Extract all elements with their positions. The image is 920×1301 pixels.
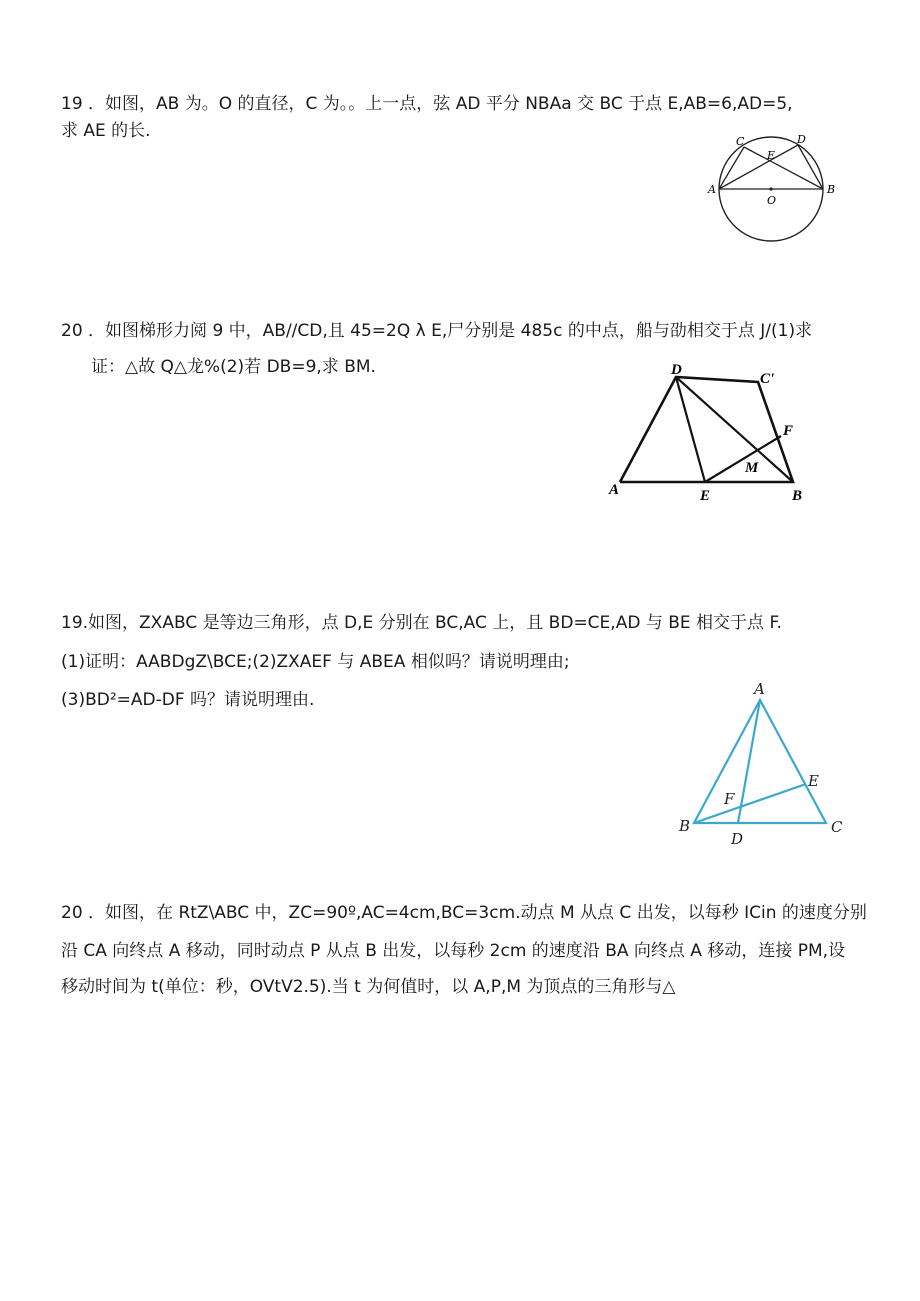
label-f: F (783, 423, 794, 439)
problem-19b-line-3: (3)BD²=AD-DF 吗？请说明理由. (61, 690, 315, 710)
label-b: B (827, 183, 836, 196)
label-e: E (808, 772, 819, 790)
label-o: O (767, 194, 777, 207)
triangle-abc (694, 700, 826, 823)
label-c: C (736, 135, 745, 148)
label-b: B (679, 817, 691, 835)
problem-20a-line-2: 证：△故 Q△龙%(2)若 DB=9,求 BM. (91, 357, 376, 377)
label-b: B (792, 488, 803, 504)
label-a: A (754, 680, 765, 698)
circle-figure (700, 130, 840, 265)
problem-19b-line-2: (1)证明：AABDgZ\BCE;(2)ZXAEF 与 ABEA 相似吗？请说明理由; (61, 652, 570, 672)
problem-20b-line-3: 移动时间为 t(单位：秒，OVtV2.5).当 t 为何值时，以 A,P,M 为顶点的三角形与△ (61, 977, 676, 997)
label-m: M (745, 460, 759, 476)
problem-19a-line-2: 求 AE 的长. (61, 121, 151, 141)
label-a: A (609, 482, 620, 498)
problem-19b-line-1: 19.如图，ZXABC 是等边三角形，点 D,E 分别在 BC,AC 上，且 BD=CE,AD 与 BE 相交于点 F. (61, 613, 782, 633)
problem-20b-line-2: 沿 CA 向终点 A 移动，同时动点 P 从点 B 出发，以每秒 2cm 的速度沿 BA 向终点 A 移动，连接 PM,设 (61, 941, 846, 961)
label-e: E (700, 488, 711, 504)
segment-de (676, 377, 705, 482)
chord-ad (719, 145, 798, 189)
label-c: C (831, 818, 843, 836)
trapezoid-figure (605, 360, 825, 510)
label-d: D (731, 830, 744, 848)
label-c: C' (760, 371, 775, 387)
label-d: D (797, 133, 806, 146)
label-a: A (708, 183, 716, 196)
label-d: D (671, 362, 682, 378)
label-e: E (767, 149, 776, 162)
trapezoid-outline (620, 377, 793, 482)
problem-19a-line-1: 19 ．如图，AB 为。O 的直径，C 为。。上一点，弦 AD 平分 NBAa 交 BC 于点 E,AB=6,AD=5, (61, 94, 793, 114)
problem-20a-line-1: 20 ．如图梯形力阅 9 中，AB//CD,且 45=2Q λ E,尸分别是 485c 的中点，船与劭相交于点 J/(1)求 (61, 321, 813, 341)
segment-ef (705, 436, 781, 482)
center-dot (769, 187, 772, 190)
problem-20b-line-1: 20 ．如图，在 RtZ\ABC 中，ZC=90º,AC=4cm,BC=3cm.动点 M 从点 C 出发，以每秒 ICin 的速度分别 (61, 903, 867, 923)
triangle-figure (676, 680, 866, 850)
label-f: F (724, 790, 735, 808)
